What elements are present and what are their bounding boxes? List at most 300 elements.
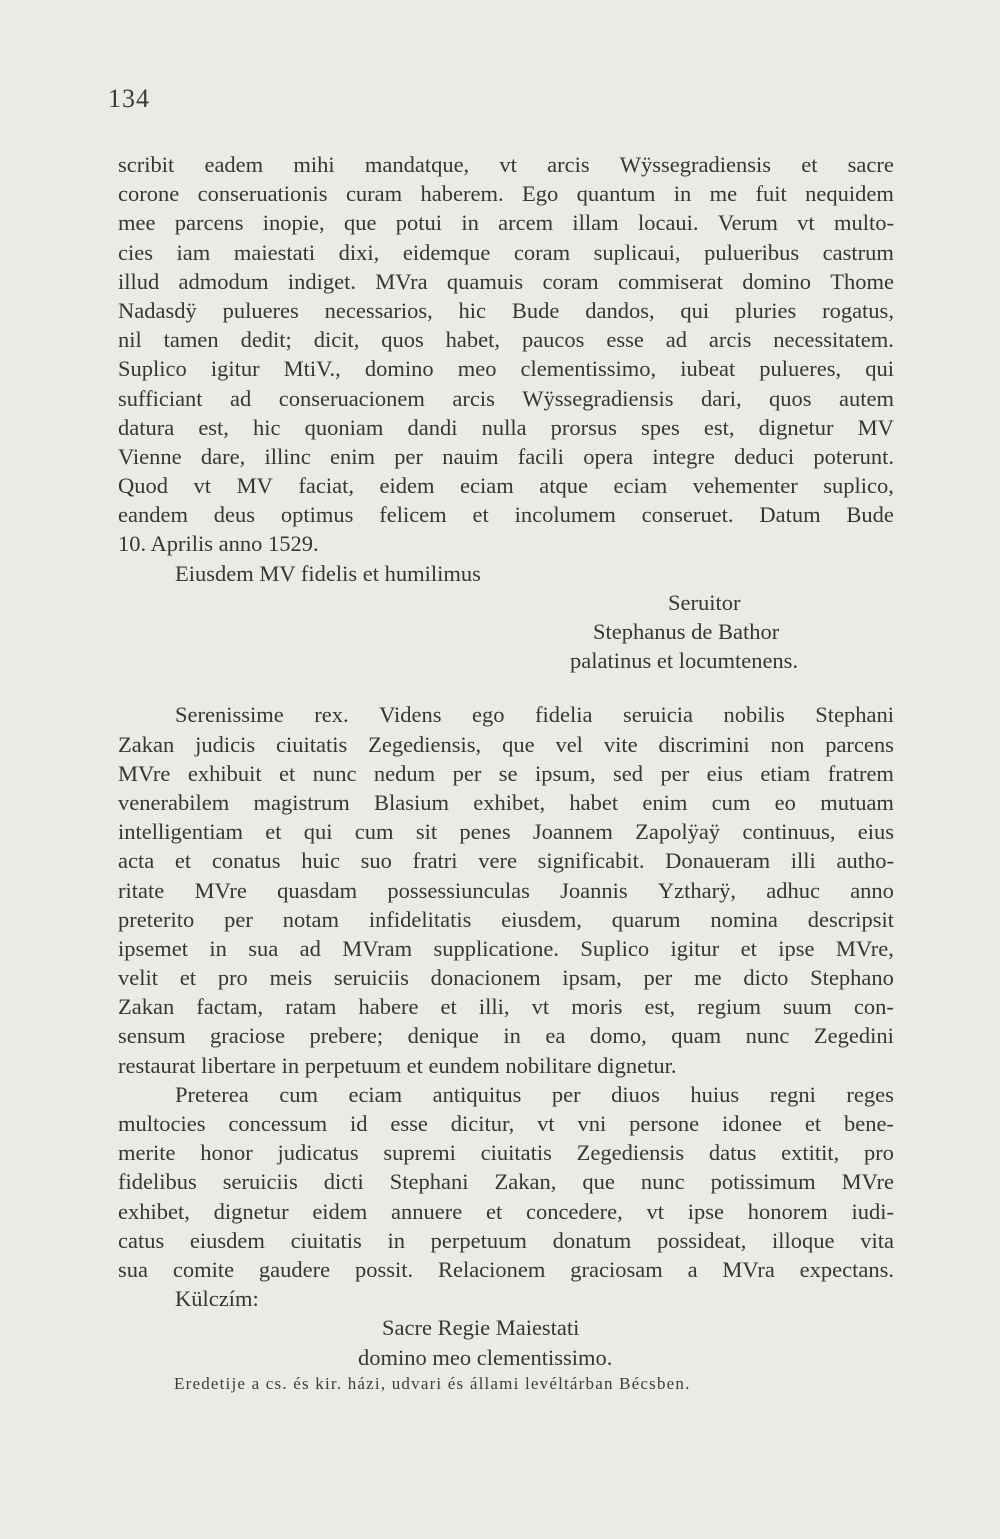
word: quos (381, 327, 424, 353)
text-line (118, 384, 894, 413)
word: MVra (375, 268, 428, 294)
word: MtiV., (283, 356, 341, 382)
word: a (687, 1256, 698, 1282)
word: illi (790, 848, 816, 874)
word: castrum (822, 239, 894, 265)
word: eius (857, 819, 894, 845)
word: nunc (312, 760, 357, 786)
word: suplico, (823, 473, 894, 499)
word: ipsum, (534, 760, 596, 786)
word: deus (213, 502, 256, 528)
word: conseruet. (641, 502, 734, 528)
word: domo, (589, 1023, 647, 1049)
word: in (209, 935, 227, 961)
word: per (643, 965, 673, 991)
word: igitur (210, 356, 260, 382)
source-note: Eredetije a cs. és kir. házi, udvari és állami levéltárban Bécsben. (174, 1373, 691, 1393)
word: illam (572, 210, 619, 236)
word: descripsit (807, 906, 894, 932)
word: et (801, 152, 818, 177)
text-line (118, 788, 894, 817)
word: clementissimo, (520, 356, 657, 382)
word: donatum (552, 1227, 632, 1253)
word: factam, (196, 994, 264, 1020)
word: mee (118, 210, 156, 236)
word: continuus, (742, 819, 836, 845)
word: Relacionem (437, 1256, 546, 1282)
word: et (740, 935, 757, 961)
word: sit (415, 819, 438, 845)
word: est, (198, 414, 229, 440)
word: quam (671, 1023, 722, 1049)
word: Joannem (532, 819, 613, 845)
text-line (118, 1138, 894, 1167)
word: dicto (743, 965, 789, 991)
word: suum (783, 994, 832, 1020)
word: MVre (194, 877, 247, 903)
word: hic (458, 297, 487, 323)
word: quoniam (304, 414, 384, 440)
word: seruicia (622, 702, 693, 728)
word: qui (303, 819, 333, 845)
word: dandi (407, 414, 458, 440)
paragraph-gap (118, 675, 894, 700)
word: Quod (118, 473, 168, 499)
word: supremi (383, 1140, 456, 1166)
word: eciam (460, 473, 514, 499)
text-line (118, 267, 894, 296)
word: esse (390, 1111, 428, 1136)
text-line (118, 730, 894, 759)
word: illud (118, 268, 160, 294)
text-line (118, 1167, 894, 1196)
word: dare, (200, 443, 246, 469)
word: Bude (846, 502, 894, 528)
word: Suplico (580, 935, 650, 961)
word: eo (774, 789, 796, 815)
word: vt (537, 1111, 555, 1136)
word: arcis (708, 327, 752, 353)
text-line (118, 238, 894, 267)
word: et (279, 760, 296, 786)
word: nil (118, 327, 142, 353)
word: dicitur, (450, 1111, 515, 1136)
text-line (118, 179, 894, 208)
word: que (343, 210, 377, 236)
text-line (118, 700, 894, 729)
word: per (551, 1081, 581, 1107)
word: con- (853, 994, 894, 1020)
word: vt (646, 1198, 665, 1224)
word: non (770, 731, 805, 757)
word: me (709, 181, 738, 207)
word: fidelia (535, 702, 593, 728)
word: fidelibus (118, 1169, 197, 1195)
word: est, (644, 994, 676, 1020)
word: ad (230, 385, 252, 411)
word: atque (539, 473, 588, 499)
word: exhibet, (473, 789, 546, 815)
letter-1-date-line: 10. Aprilis anno 1529. (118, 531, 319, 557)
word: Suplico (118, 356, 187, 382)
word: ritate (118, 877, 165, 903)
word: eciam (348, 1081, 403, 1107)
page-body (118, 150, 894, 1396)
word: faciat, (298, 473, 354, 499)
word: gaudere (258, 1256, 331, 1282)
word: igitur (670, 935, 720, 961)
word: eidem (379, 473, 435, 499)
word: locaui. (637, 210, 699, 236)
word: honorem (747, 1198, 828, 1224)
word: me (694, 965, 722, 991)
word: cum (279, 1081, 318, 1107)
word: venerabilem (118, 789, 230, 815)
word: habet (569, 789, 619, 815)
word: meo (457, 356, 497, 382)
word: Zakan (118, 994, 175, 1020)
word: concedere, (525, 1198, 623, 1224)
word: arcis (547, 152, 590, 177)
word: sufficiant (118, 385, 203, 411)
word: vt (531, 994, 550, 1020)
external-address-label: Külczím: (175, 1286, 259, 1312)
word: MV (236, 473, 273, 499)
text-line (118, 500, 894, 529)
word: optimus (280, 502, 354, 528)
word: eiusdem, (501, 906, 582, 932)
word: Donaueram (665, 848, 771, 874)
word: in (461, 210, 479, 236)
word: penes (459, 819, 511, 845)
word: Zakan, (494, 1169, 557, 1195)
word: Preterea (175, 1081, 249, 1107)
word: vite (603, 731, 638, 757)
word: coram (542, 268, 599, 294)
letter-2-text (118, 700, 894, 1050)
word: corone (118, 181, 180, 207)
word: Vienne (118, 443, 182, 469)
word: idonee (721, 1111, 782, 1136)
text-line (118, 1021, 894, 1050)
word: multocies (118, 1111, 206, 1136)
word: antiquitus (432, 1081, 522, 1107)
word: se (498, 760, 518, 786)
word: nunc (640, 1169, 685, 1195)
word: eidemque (402, 239, 491, 265)
word: bene- (843, 1111, 894, 1136)
word: per (660, 760, 690, 786)
word: datus (708, 1140, 757, 1166)
word: suplicaui, (593, 239, 681, 265)
word: autho- (836, 848, 894, 874)
text-line (118, 413, 894, 442)
word: vt (193, 473, 212, 499)
word: sua (118, 1256, 148, 1282)
word: vt (797, 210, 815, 236)
word: eidem (312, 1198, 368, 1224)
word: vere (478, 848, 517, 874)
word: quos (769, 385, 812, 411)
word: sed (613, 760, 644, 786)
word: sensum (118, 1023, 186, 1049)
word: meis (269, 965, 313, 991)
word: velit (118, 965, 158, 991)
word: nauim (442, 443, 499, 469)
word: possessiunculas (387, 877, 530, 903)
word: spes (641, 414, 680, 440)
text-line (118, 1109, 894, 1138)
word: eiusdem (189, 1227, 265, 1253)
word: quarum (611, 906, 681, 932)
word: enim (329, 443, 375, 469)
word: Zapolÿaÿ (635, 819, 721, 845)
word: vita (860, 1227, 894, 1253)
word: reges (846, 1081, 894, 1107)
word: graciose (209, 1023, 285, 1049)
word: huic (301, 848, 340, 874)
word: illoque (772, 1227, 835, 1253)
word: regni (769, 1081, 816, 1107)
word: ratam (285, 994, 337, 1020)
word: commiserat (617, 268, 723, 294)
word: incolumem (514, 502, 616, 528)
text-line (118, 759, 894, 788)
word: pulueres, (759, 356, 842, 382)
text-line (118, 1080, 894, 1109)
word: iubeat (680, 356, 736, 382)
text-line (118, 325, 894, 354)
word: MVra (722, 1256, 775, 1282)
word: in (387, 1227, 405, 1253)
word: Joannis (560, 877, 628, 903)
word: maiestati (233, 239, 316, 265)
word: Verum (717, 210, 778, 236)
word: domino (742, 268, 811, 294)
text-line (118, 208, 894, 237)
word: magistrum (253, 789, 350, 815)
letter-1-text (118, 150, 894, 529)
word: MV (857, 414, 894, 440)
word: ipse (687, 1198, 724, 1224)
word: graciosam (570, 1256, 663, 1282)
word: dignetur (758, 414, 834, 440)
word: perpetuum (430, 1227, 527, 1253)
text-line (118, 876, 894, 905)
word: anno (850, 877, 894, 903)
word: Stephano (810, 965, 894, 991)
word: Ego (522, 181, 559, 207)
word: parcens (825, 731, 894, 757)
word: curam (345, 181, 403, 207)
word: facili (517, 443, 564, 469)
word: iudi- (851, 1198, 894, 1224)
word: MVre (118, 760, 171, 786)
word: preterito (118, 906, 195, 932)
text-line (118, 905, 894, 934)
word: notam (282, 906, 339, 932)
word: ciuitatis (275, 731, 348, 757)
word: concessum (228, 1111, 328, 1136)
word: etiam (760, 760, 811, 786)
word: eandem (118, 502, 188, 528)
word: catus (118, 1227, 165, 1253)
word: Videns (379, 702, 442, 728)
word: ego (472, 702, 505, 728)
word: seruiciis (333, 965, 409, 991)
word: quamuis (446, 268, 524, 294)
word: hic (253, 414, 281, 440)
text-line (118, 442, 894, 471)
word: rex. (314, 702, 349, 728)
word: paucos (521, 327, 585, 353)
word: ciuitatis (480, 1140, 552, 1166)
word: possit. (354, 1256, 414, 1282)
word: ciuitatis (290, 1227, 362, 1253)
word: coram (513, 239, 571, 265)
word: honor (200, 1140, 253, 1166)
word: in (503, 1023, 521, 1049)
word: conatus (211, 848, 281, 874)
word: admodum (178, 268, 269, 294)
word: infidelitatis (368, 906, 472, 932)
word: arcis (452, 385, 495, 411)
word: indiget. (287, 268, 356, 294)
word: illinc (264, 443, 311, 469)
word: possideat, (656, 1227, 747, 1253)
word: fuit (755, 181, 787, 207)
address-line-2: domino meo clementissimo. (358, 1344, 613, 1370)
text-line (118, 817, 894, 846)
word: Stephani (389, 1169, 469, 1195)
word: Nadasdÿ (118, 297, 197, 323)
word: dari, (700, 385, 742, 411)
word: que (502, 731, 535, 757)
word: seruiciis (222, 1169, 298, 1195)
word: Zegedini (813, 1023, 894, 1049)
word: dicit, (313, 327, 360, 353)
word: prebere; (309, 1023, 384, 1049)
word: multo- (833, 210, 894, 236)
word: illi, (478, 994, 510, 1020)
word: ipsemet (118, 935, 188, 961)
word: vel (555, 731, 583, 757)
word: domino (364, 356, 434, 382)
word: adhuc (766, 877, 820, 903)
letter-2-paragraph-2 (118, 1080, 894, 1284)
word: pluries (735, 297, 797, 323)
word: conseruationis (197, 181, 328, 207)
word: significabit. (537, 848, 645, 874)
word: mandatque, (364, 152, 470, 177)
word: mutuam (820, 789, 894, 815)
word: moris (571, 994, 623, 1020)
word: judicatus (277, 1140, 359, 1166)
text-line (118, 296, 894, 325)
word: per (224, 906, 253, 932)
word: donacionem (430, 965, 541, 991)
word: iam (176, 239, 211, 265)
word: opera (583, 443, 634, 469)
word: ipsam, (562, 965, 622, 991)
word: nedum (373, 760, 436, 786)
word: Serenissime (175, 702, 284, 728)
word: enim (642, 789, 688, 815)
text-line (118, 1226, 894, 1255)
word: pulueres (222, 297, 299, 323)
word: dignetur (213, 1198, 289, 1224)
word: regium (697, 994, 761, 1020)
word: diuos (611, 1081, 660, 1107)
word: Zegediensis (576, 1140, 685, 1166)
word: Zegediensis, (368, 731, 482, 757)
word: ad (299, 935, 321, 961)
text-line (118, 992, 894, 1021)
word: datura (118, 414, 175, 440)
word: eadem (204, 152, 264, 177)
text-line (118, 1197, 894, 1226)
word: supplicatione. (433, 935, 560, 961)
word: pulueribus (704, 239, 800, 265)
word: ipse (778, 935, 815, 961)
word: per (394, 443, 423, 469)
word: Zakan (118, 731, 175, 757)
word: fratri (412, 848, 458, 874)
word: necessitatem. (773, 327, 894, 353)
word: pro (863, 1140, 894, 1166)
word: et (174, 848, 192, 874)
word: qui (680, 297, 710, 323)
word: et (804, 1111, 822, 1136)
word: intelligentiam (118, 819, 243, 845)
word: arcem (498, 210, 554, 236)
text-line (118, 150, 894, 179)
word: est, (703, 414, 735, 440)
word: et (440, 994, 457, 1020)
word: comite (172, 1256, 235, 1282)
word: parcens (174, 210, 244, 236)
word: suo (360, 848, 392, 874)
word: Datum (759, 502, 821, 528)
word: annuere (391, 1198, 463, 1224)
word: sacre (847, 152, 894, 177)
signature-name: Stephanus de Bathor (593, 619, 780, 644)
word: expectans. (799, 1256, 894, 1282)
word: tamen (163, 327, 219, 353)
word: potui (395, 210, 443, 236)
word: prorsus (550, 414, 617, 440)
word: autem (839, 385, 894, 411)
word: exhibet, (118, 1198, 190, 1224)
word: et (265, 819, 282, 845)
word: Wÿssegradiensis (619, 152, 772, 177)
word: judicis (195, 731, 256, 757)
word: nunc (745, 1023, 790, 1049)
word: dixi, (338, 239, 380, 265)
word: cum (711, 789, 751, 815)
word: fratrem (827, 760, 894, 786)
word: MVram (342, 935, 413, 961)
word: nequidem (805, 181, 894, 207)
word: dedit; (240, 327, 292, 353)
word: nomina (710, 906, 778, 932)
letter-1-closing: Eiusdem MV fidelis et humilimus (175, 560, 481, 586)
word: integre (652, 443, 715, 469)
word: Wÿssegradiensis (522, 385, 674, 411)
word: Thome (830, 268, 894, 294)
word: nulla (481, 414, 527, 440)
word: vt (499, 152, 517, 177)
